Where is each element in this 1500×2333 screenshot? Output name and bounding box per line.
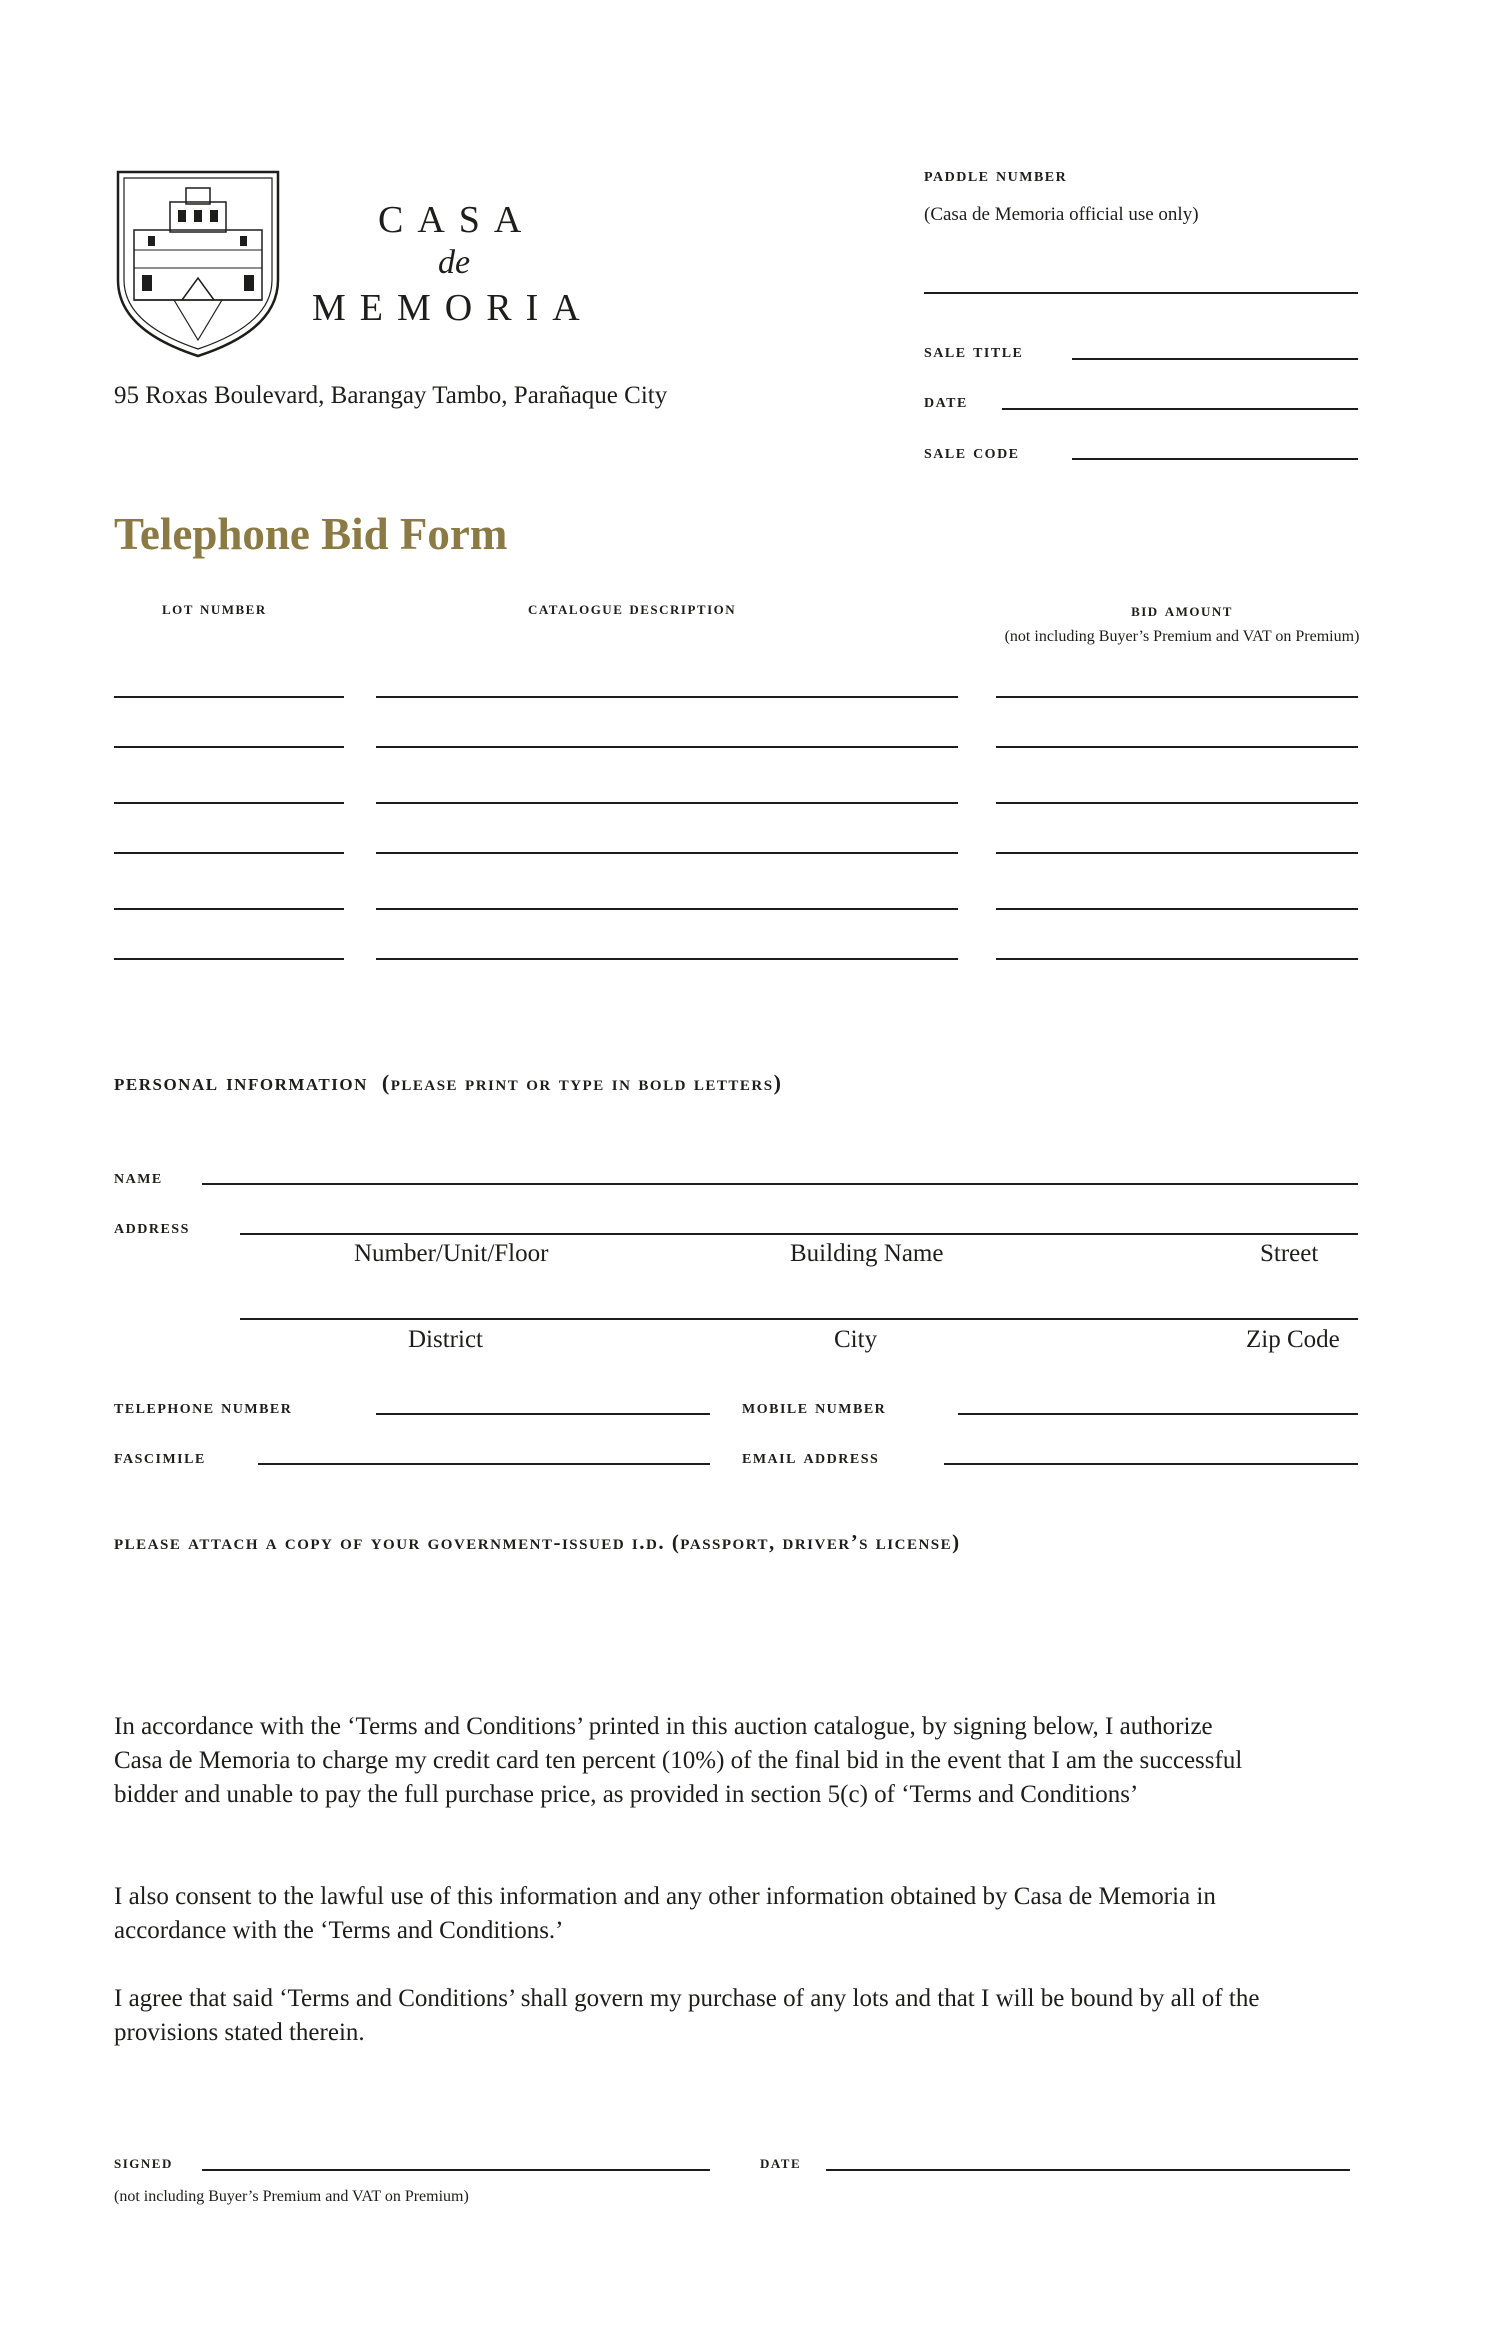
col-lot-number: lot number [162,598,267,618]
terms-paragraph-3: I agree that said ‘Terms and Conditions’ shall govern my purchase of any lots and that I will be bound by all of the provisions stated therein. [114,1985,1260,2046]
col-bid-amount: bid amount [1131,600,1233,620]
lot-number-field[interactable] [114,746,344,748]
bid-amount-field[interactable] [996,852,1358,854]
signature-date-field[interactable] [826,2169,1350,2171]
catalogue-description-field[interactable] [376,958,958,960]
addr-street: Street [1260,1240,1319,1267]
sale-date-label: date [924,390,968,412]
signature-field[interactable] [202,2169,710,2171]
bid-amount-field[interactable] [996,746,1358,748]
logo-memoria: MEMORIA [312,287,594,329]
addr-building-name: Building Name [790,1240,944,1267]
fax-label: fascimile [114,1446,206,1468]
addr-district: District [408,1326,483,1353]
catalogue-description-field[interactable] [376,696,958,698]
bid-amount-field[interactable] [996,908,1358,910]
catalogue-description-field[interactable] [376,802,958,804]
attach-id-note: please attach a copy of your government-issued i.d. (passport, driver’s license) [114,1530,961,1554]
personal-info-heading [114,1070,782,1097]
catalogue-description-field[interactable] [376,852,958,854]
mobile-field[interactable] [958,1413,1358,1415]
email-field[interactable] [944,1463,1358,1465]
bid-amount-field[interactable] [996,802,1358,804]
building-crest-icon [112,160,284,360]
mobile-label: mobile number [742,1396,887,1418]
form-title: Telephone Bid Form [114,509,508,559]
lot-number-field[interactable] [114,802,344,804]
lot-number-field[interactable] [114,852,344,854]
telephone-field[interactable] [376,1413,710,1415]
addr-number-unit-floor: Number/Unit/Floor [354,1240,549,1267]
terms-paragraph-2: I also consent to the lawful use of this information and any other information obtained by Casa de Memoria in accordance with the ‘Terms and Conditions.’ [114,1883,1216,1944]
signed-label: signed [114,2152,173,2172]
personal-info-title: personal information [114,1070,368,1096]
sale-code-field[interactable] [1072,458,1358,460]
paddle-number-field[interactable] [924,292,1358,294]
address-label: address [114,1216,190,1238]
catalogue-description-field[interactable] [376,908,958,910]
lot-number-field[interactable] [114,958,344,960]
name-field[interactable] [202,1183,1358,1185]
fax-field[interactable] [258,1463,710,1465]
addr-zip-code: Zip Code [1246,1326,1340,1353]
email-label: email address [742,1446,880,1468]
address-line-1-field[interactable] [240,1233,1358,1235]
signature-note: (not including Buyer’s Premium and VAT on Premium) [114,2188,469,2205]
bid-amount-field[interactable] [996,696,1358,698]
logo-casa: CASA [378,199,536,241]
sale-title-field[interactable] [1072,358,1358,360]
col-catalogue-description: catalogue description [528,598,737,618]
telephone-label: telephone number [114,1396,293,1418]
name-label: name [114,1166,163,1188]
sale-title-label: sale title [924,340,1024,362]
col-bid-amount-note: (not including Buyer’s Premium and VAT on Premium) [1004,628,1360,645]
bid-amount-field[interactable] [996,958,1358,960]
terms-paragraph-1: In accordance with the ‘Terms and Conditions’ printed in this auction catalogue, by signing below, I authorize Casa de Memoria to charge my credit card ten percent (10%) of the final bid in the event that I am the successful bidder and unable to pay the full purchase price, as provided in section 5(c) of ‘Terms and Conditions’ [114,1713,1243,1808]
addr-city: City [834,1326,878,1353]
signature-date-label: date [760,2152,802,2172]
house-address: 95 Roxas Boulevard, Barangay Tambo, Parañaque City [114,382,668,409]
lot-number-field[interactable] [114,696,344,698]
paddle-number-note: (Casa de Memoria official use only) [924,204,1199,225]
catalogue-description-field[interactable] [376,746,958,748]
sale-date-field[interactable] [1002,408,1358,410]
lot-number-field[interactable] [114,908,344,910]
personal-info-note: (please print or type in bold letters) [381,1070,783,1095]
logo-de: de [438,244,471,281]
address-line-2-field[interactable] [240,1318,1358,1320]
paddle-number-label: paddle number [924,164,1068,186]
sale-code-label: sale code [924,441,1020,463]
